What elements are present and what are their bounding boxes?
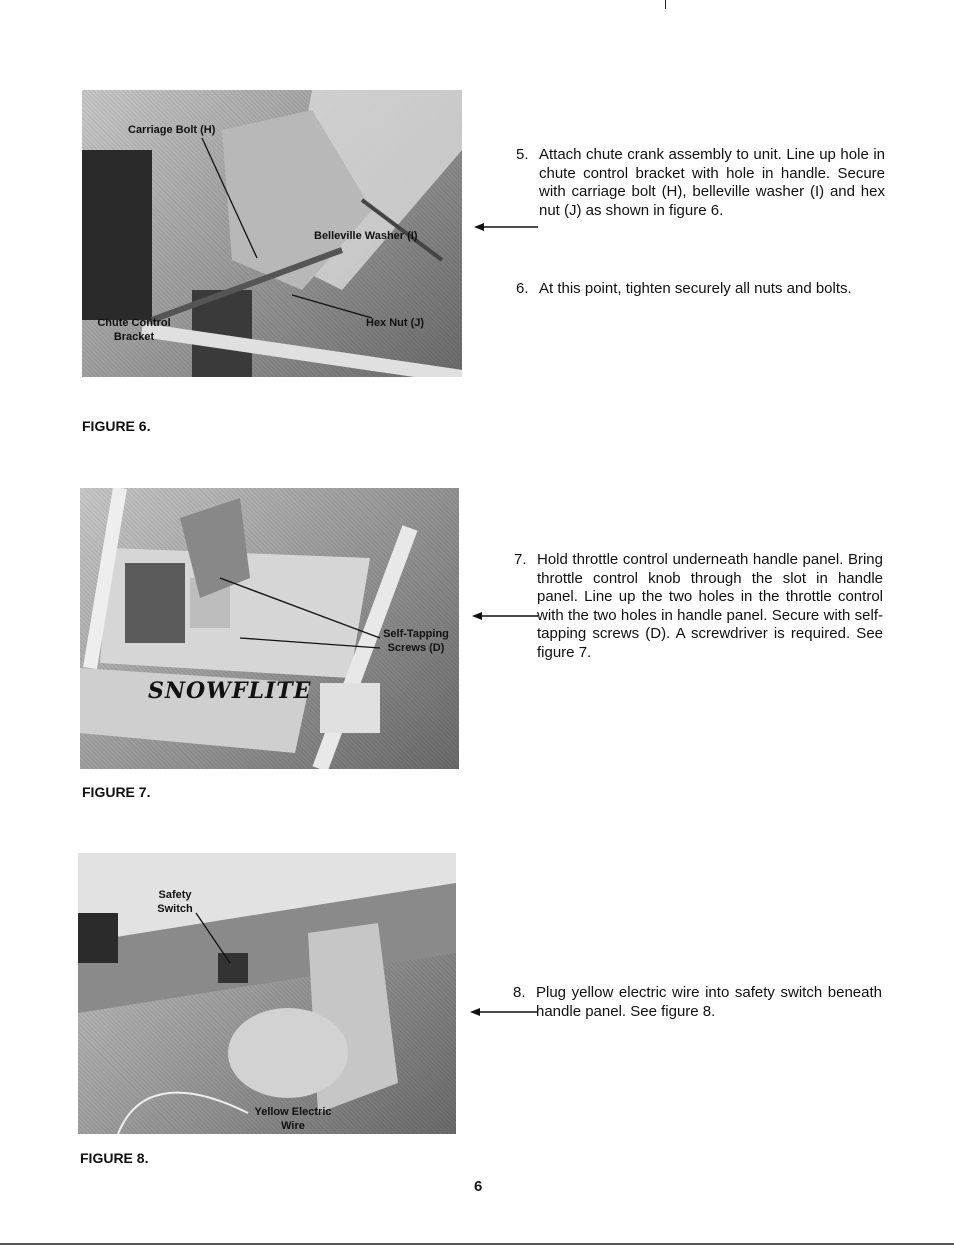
bottom-rule — [0, 1243, 954, 1245]
figure-6-caption: FIGURE 6. — [82, 418, 151, 434]
figure-8-drawing — [78, 853, 456, 1134]
figure-7-photo — [80, 488, 459, 769]
step-5-number: 5. — [516, 146, 529, 163]
callout-hex-nut: Hex Nut (J) — [366, 317, 425, 329]
step-5 — [516, 146, 885, 241]
arrow-to-figure-8 — [470, 1005, 538, 1017]
callout-yellow-electric-wire: Yellow Electric Wire — [254, 1106, 332, 1132]
step-8-text: Plug yellow electric wire into safety switch beneath handle panel. See figure 8. — [536, 984, 882, 1020]
callout-carriage-bolt: Carriage Bolt (H) — [128, 124, 216, 136]
step-7-text: Hold throttle control underneath handle panel. Bring throttle control knob through the slot in handle panel. Line up the two holes in the throttle control with the two holes in handle panel. Secure with self-tapping screws (D). A screwdriver is required. See figure 7. — [537, 551, 883, 661]
step-6-number: 6. — [516, 280, 529, 297]
step-7 — [514, 551, 883, 666]
step-6 — [516, 280, 885, 320]
scan-mark — [665, 0, 666, 9]
brand-logo: SNOWFLITE — [148, 678, 312, 704]
arrow-to-figure-7 — [472, 609, 538, 621]
step-8-number: 8. — [513, 984, 526, 1001]
callout-self-tapping-screws: Self-Tapping Screws (D) — [383, 628, 449, 654]
arrow-to-figure-6 — [474, 220, 538, 232]
callout-belleville-washer: Belleville Washer (I) — [314, 230, 418, 242]
step-7-number: 7. — [514, 551, 527, 568]
figure-6-photo — [82, 90, 462, 377]
step-8 — [513, 984, 882, 1024]
figure-8-photo — [78, 853, 456, 1134]
step-6-text: At this point, tighten securely all nuts and bolts. — [539, 280, 852, 297]
callout-chute-control-bracket: Chute Control Bracket — [97, 317, 171, 343]
step-5-text: Attach chute crank assembly to unit. Line up hole in chute control bracket with hole in handle. Secure with carriage bolt (H), belleville washer (I) and hex nut (J) as shown in figure 6. — [539, 146, 885, 219]
figure-7-caption: FIGURE 7. — [82, 784, 151, 800]
page-number: 6 — [474, 1178, 483, 1195]
figure-8-caption: FIGURE 8. — [80, 1150, 149, 1166]
callout-safety-switch: Safety Switch — [157, 889, 193, 915]
